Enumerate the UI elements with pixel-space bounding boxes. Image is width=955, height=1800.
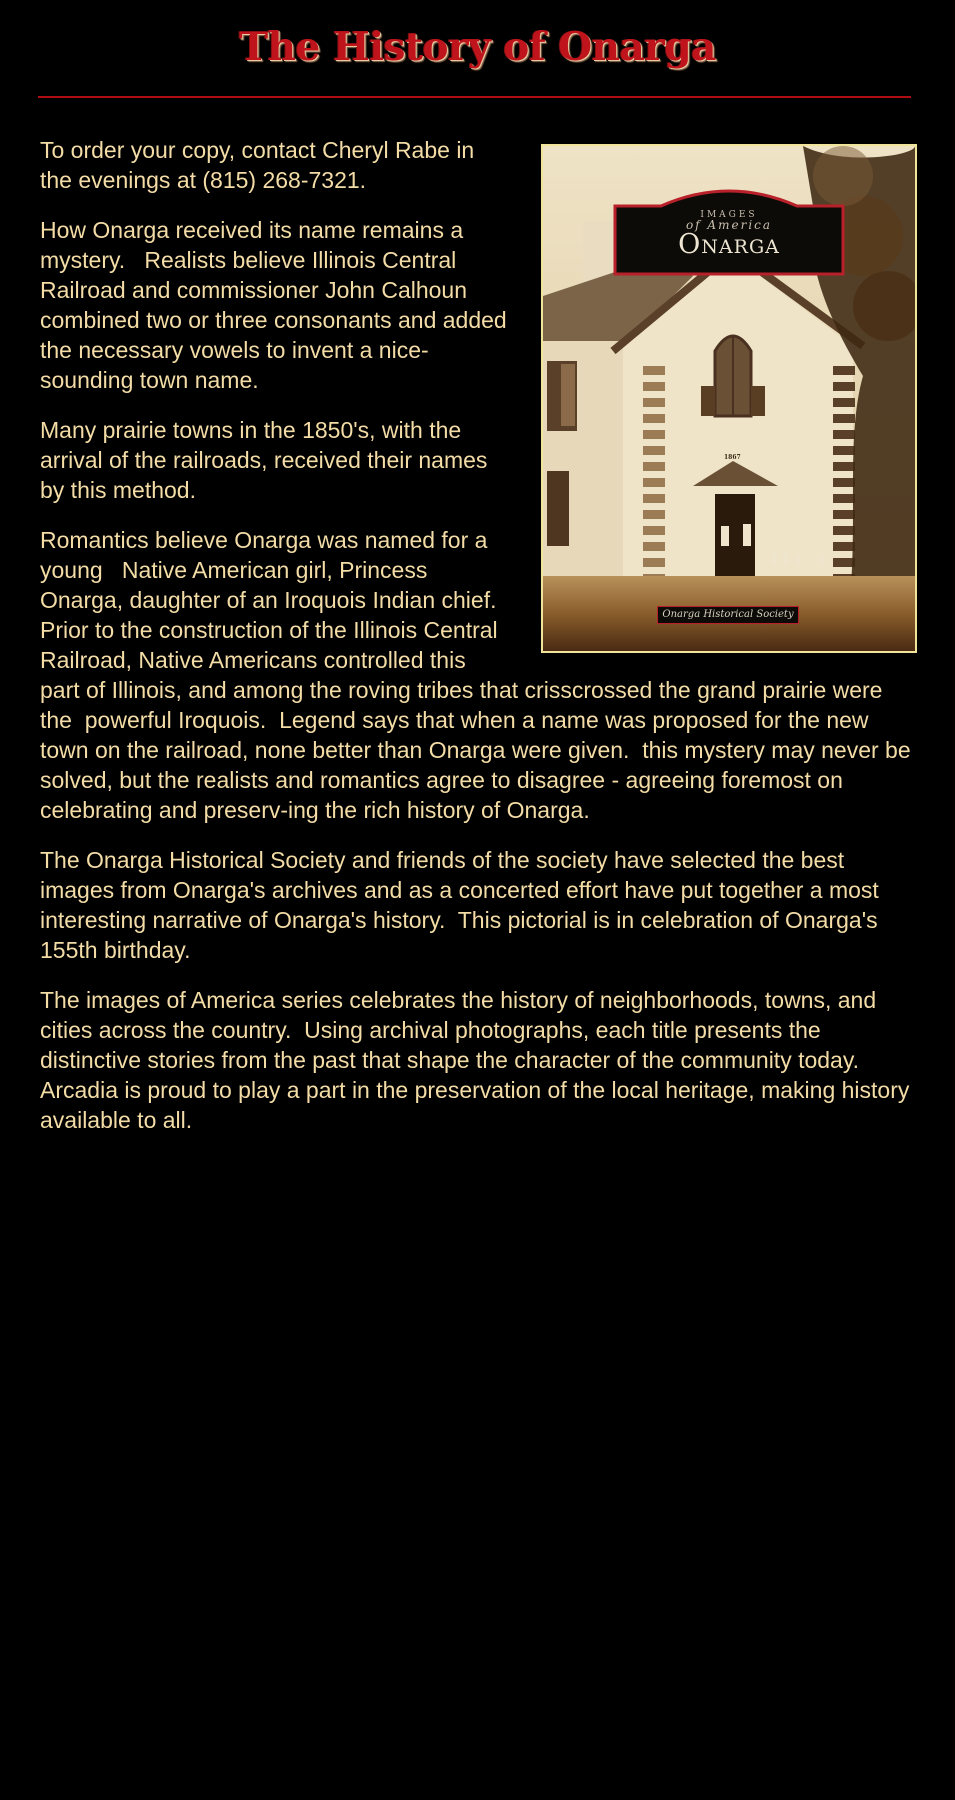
cover-publisher-label: Onarga Historical Society <box>657 606 799 624</box>
cover-building-year: 1867 <box>724 454 741 461</box>
paragraph-images-of-america: The images of America series celebrates the history of neighborhoods, towns, and cities across the country. Using archival photographs, each title presents the distinctive stories from the past that shape the character of the community today. Arcadia is proud to play a part in the preservation of the local heritage, making history available to all. <box>40 987 916 1133</box>
cover-window <box>547 471 569 546</box>
cover-series-line-1: IMAGES <box>700 210 758 220</box>
cover-shutter-left <box>701 386 715 416</box>
cover-series-line-2: of America <box>685 218 773 232</box>
cover-book-title: Onarga <box>678 229 780 260</box>
paragraph-prairie-towns: Many prairie towns in the 1850's, with the arrival of the railroads, received their names by this method. <box>40 417 494 503</box>
title-divider <box>38 96 911 98</box>
article-body <box>40 135 918 1155</box>
paragraph-name-origin: How Onarga received its name remains a mystery. Realists believe Illinois Central Railroad and commissioner John Calhoun combined two or three consonants and added the necessary vowels to invent a nice-sounding town name. <box>40 217 514 393</box>
page-title: The History of Onarga <box>239 24 716 70</box>
book-cover-image <box>541 144 917 653</box>
order-paragraph: To order your copy, contact Cheryl Rabe in the evenings at (815) 268-7321. <box>40 137 481 193</box>
cover-shutter-right <box>751 386 765 416</box>
paragraph-romantics: Romantics believe Onarga was named for a young Native American girl, Princess Onarga, daughter of an Iroquois Indian chief. Prior to the construction of the Illinois Central Railroad, Native Americans controlled this part of Illinois, and among the roving tribes that crisscrossed the grand prairie were the powerful Iroquois. Legend says that when a name was proposed for the new town on the railroad, none better than Onarga were given. this mystery may never be solved, but the realists and romantics agree to disagree - agreeing foremost on celebrating and preserv-ing the rich history of Onarga. <box>40 527 918 823</box>
paragraph-historical-society: The Onarga Historical Society and friends of the society have selected the best images from Onarga's archives and as a concerted effort have put together a most interesting narrative of Onarga's history. This pictorial is in celebration of Onarga's 155th birthday. <box>40 847 886 963</box>
